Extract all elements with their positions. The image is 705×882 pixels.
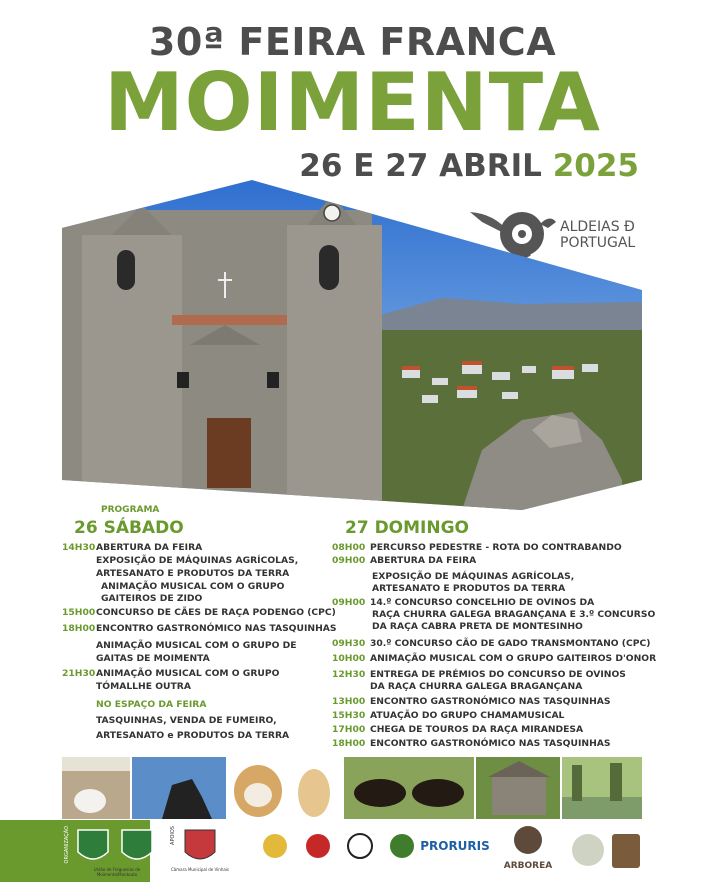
day1-heading: 26 SÁBADO xyxy=(74,518,184,538)
espaco-text: TASQUINHAS, VENDA DE FUMEIRO, xyxy=(96,715,277,726)
photo-strip xyxy=(62,757,642,819)
day2-event-row xyxy=(332,542,622,554)
event-time: 21H30 xyxy=(62,668,96,679)
day2-heading: 27 DOMINGO xyxy=(345,518,470,538)
organizacao-label: ORGANIZAÇÃO xyxy=(64,826,70,864)
event-time: 14H30 xyxy=(62,542,96,553)
brand-line-1: ALDEIAS Ð xyxy=(560,219,635,235)
day1-event-row xyxy=(62,668,279,680)
event-text: ENCONTRO GASTRONÓMICO NAS TASQUINHAS xyxy=(96,623,337,634)
event-time: 13H00 xyxy=(332,696,366,707)
event-text: ANIMAÇÃO MUSICAL COM O GRUPO xyxy=(96,668,280,679)
sponsor-logo-icon xyxy=(612,834,640,868)
event-text: CONCURSO DE CÃES DE RAÇA PODENGO (CPC) xyxy=(96,607,336,618)
event-time: 18H00 xyxy=(332,738,366,749)
sponsor-logo-icon xyxy=(572,834,604,866)
event-text: GAITAS DE MOIMENTA xyxy=(96,653,210,664)
event-text: ENCONTRO GASTRONÓMICO NAS TASQUINHAS xyxy=(370,696,611,707)
event-text: GAITEIROS DE ZIDO xyxy=(101,593,203,604)
day2-event-row xyxy=(332,710,564,722)
day1-event-row xyxy=(62,542,202,554)
event-time: 08H00 xyxy=(332,542,366,553)
event-time: 15H00 xyxy=(62,607,96,618)
freguesia-label: União de Freguesias de Moimenta/Montouto xyxy=(93,867,141,877)
church-landscape-photo xyxy=(62,180,642,510)
event-text: ENCONTRO GASTRONÓMICO NAS TASQUINHAS xyxy=(370,738,611,749)
event-text: DA RAÇA CHURRA GALEGA BRAGANÇANA xyxy=(370,681,583,692)
apoios-label: APOIOS xyxy=(170,826,176,845)
photo-goats xyxy=(132,757,226,819)
event-subtitle: 30ª FEIRA FRANCA xyxy=(148,20,557,64)
photo-river xyxy=(562,757,642,819)
sponsor-logo-icon xyxy=(390,834,414,858)
brand-line-2: PORTUGAL xyxy=(560,235,636,251)
event-text: RAÇA CHURRA GALEGA BRAGANÇANA E 3.º CONCURSO xyxy=(372,609,656,620)
event-time: 09H00 xyxy=(332,555,366,566)
day1-event-row xyxy=(62,607,336,619)
event-time: 09H00 xyxy=(332,597,366,608)
event-time: 18H00 xyxy=(62,623,96,634)
espaco-text: ARTESANATO e PRODUTOS DA TERRA xyxy=(96,730,290,741)
camara-vinhais-crest-icon xyxy=(185,830,215,859)
event-text: ANIMAÇÃO MUSICAL COM O GRUPO GAITEIROS D'ONOR xyxy=(370,653,657,664)
day2-event-row xyxy=(332,724,583,736)
event-text: 30.º CONCURSO CÃO DE GADO TRANSMONTANO (CPC) xyxy=(370,638,651,649)
date-year: 2025 xyxy=(552,148,639,184)
event-text: ABERTURA DA FEIRA xyxy=(370,555,477,566)
day1-event-row xyxy=(62,623,336,635)
event-text: DA RAÇA CABRA PRETA DE MONTESINHO xyxy=(372,621,583,632)
event-time: 12H30 xyxy=(332,669,366,680)
event-time: 10H00 xyxy=(332,653,366,664)
sponsor-logo-icon xyxy=(306,834,330,858)
day2-event-row xyxy=(332,669,626,681)
day2-event-row xyxy=(332,696,610,708)
day2-event-row xyxy=(332,738,610,750)
freguesia-crest-icon xyxy=(122,830,152,859)
camara-label: Câmara Municipal de Vinhais xyxy=(170,867,230,872)
sponsor-logo-icon xyxy=(420,836,490,856)
event-time: 15H30 xyxy=(332,710,366,721)
date-days: 26 E 27 ABRIL xyxy=(299,148,542,184)
event-date xyxy=(299,148,639,184)
day2-event-row xyxy=(332,638,650,650)
photo-bulls xyxy=(344,757,474,819)
svg-text:PRORURIS: PRORURIS xyxy=(420,839,490,853)
event-text: EXPOSIÇÃO DE MÁQUINAS AGRÍCOLAS, xyxy=(372,571,575,582)
event-time: 09H30 xyxy=(332,638,366,649)
event-text: ABERTURA DA FEIRA xyxy=(96,542,203,553)
event-text: ATUAÇÃO DO GRUPO CHAMAMUSICAL xyxy=(370,710,565,721)
freguesia-crest-icon xyxy=(78,830,108,859)
espaco-title: NO ESPAÇO DA FEIRA xyxy=(96,699,207,710)
event-text: ARTESANATO E PRODUTOS DA TERRA xyxy=(96,568,290,579)
event-text: ANIMAÇÃO MUSICAL COM O GRUPO DE xyxy=(96,640,297,651)
photo-dogs xyxy=(228,757,338,819)
event-text: PERCURSO PEDESTRE - ROTA DO CONTRABANDO xyxy=(370,542,622,553)
svg-text:ARBOREA: ARBOREA xyxy=(503,861,553,871)
event-text: EXPOSIÇÃO DE MÁQUINAS AGRÍCOLAS, xyxy=(96,555,299,566)
sponsor-logo-icon xyxy=(348,834,372,858)
event-text: TÓMALLHE OUTRA xyxy=(96,681,191,692)
photo-stone-house xyxy=(476,757,560,819)
event-text: CHEGA DE TOUROS DA RAÇA MIRANDESA xyxy=(370,724,584,735)
event-text: 14.º CONCURSO CONCELHIO DE OVINOS DA xyxy=(370,597,595,608)
event-text: ANIMAÇÃO MUSICAL COM O GRUPO xyxy=(101,581,285,592)
programa-label: PROGRAMA xyxy=(101,505,160,515)
event-text: ARTESANATO E PRODUTOS DA TERRA xyxy=(372,583,566,594)
event-text: ENTREGA DE PRÉMIOS DO CONCURSO DE OVINOS xyxy=(370,669,626,680)
sponsor-logo-icon xyxy=(263,834,287,858)
day2-event-row xyxy=(332,653,656,665)
event-title: MOIMENTA xyxy=(104,56,601,149)
photo-market xyxy=(62,757,130,819)
event-time: 17H00 xyxy=(332,724,366,735)
day2-event-row xyxy=(332,597,594,609)
day2-event-row xyxy=(332,555,476,567)
